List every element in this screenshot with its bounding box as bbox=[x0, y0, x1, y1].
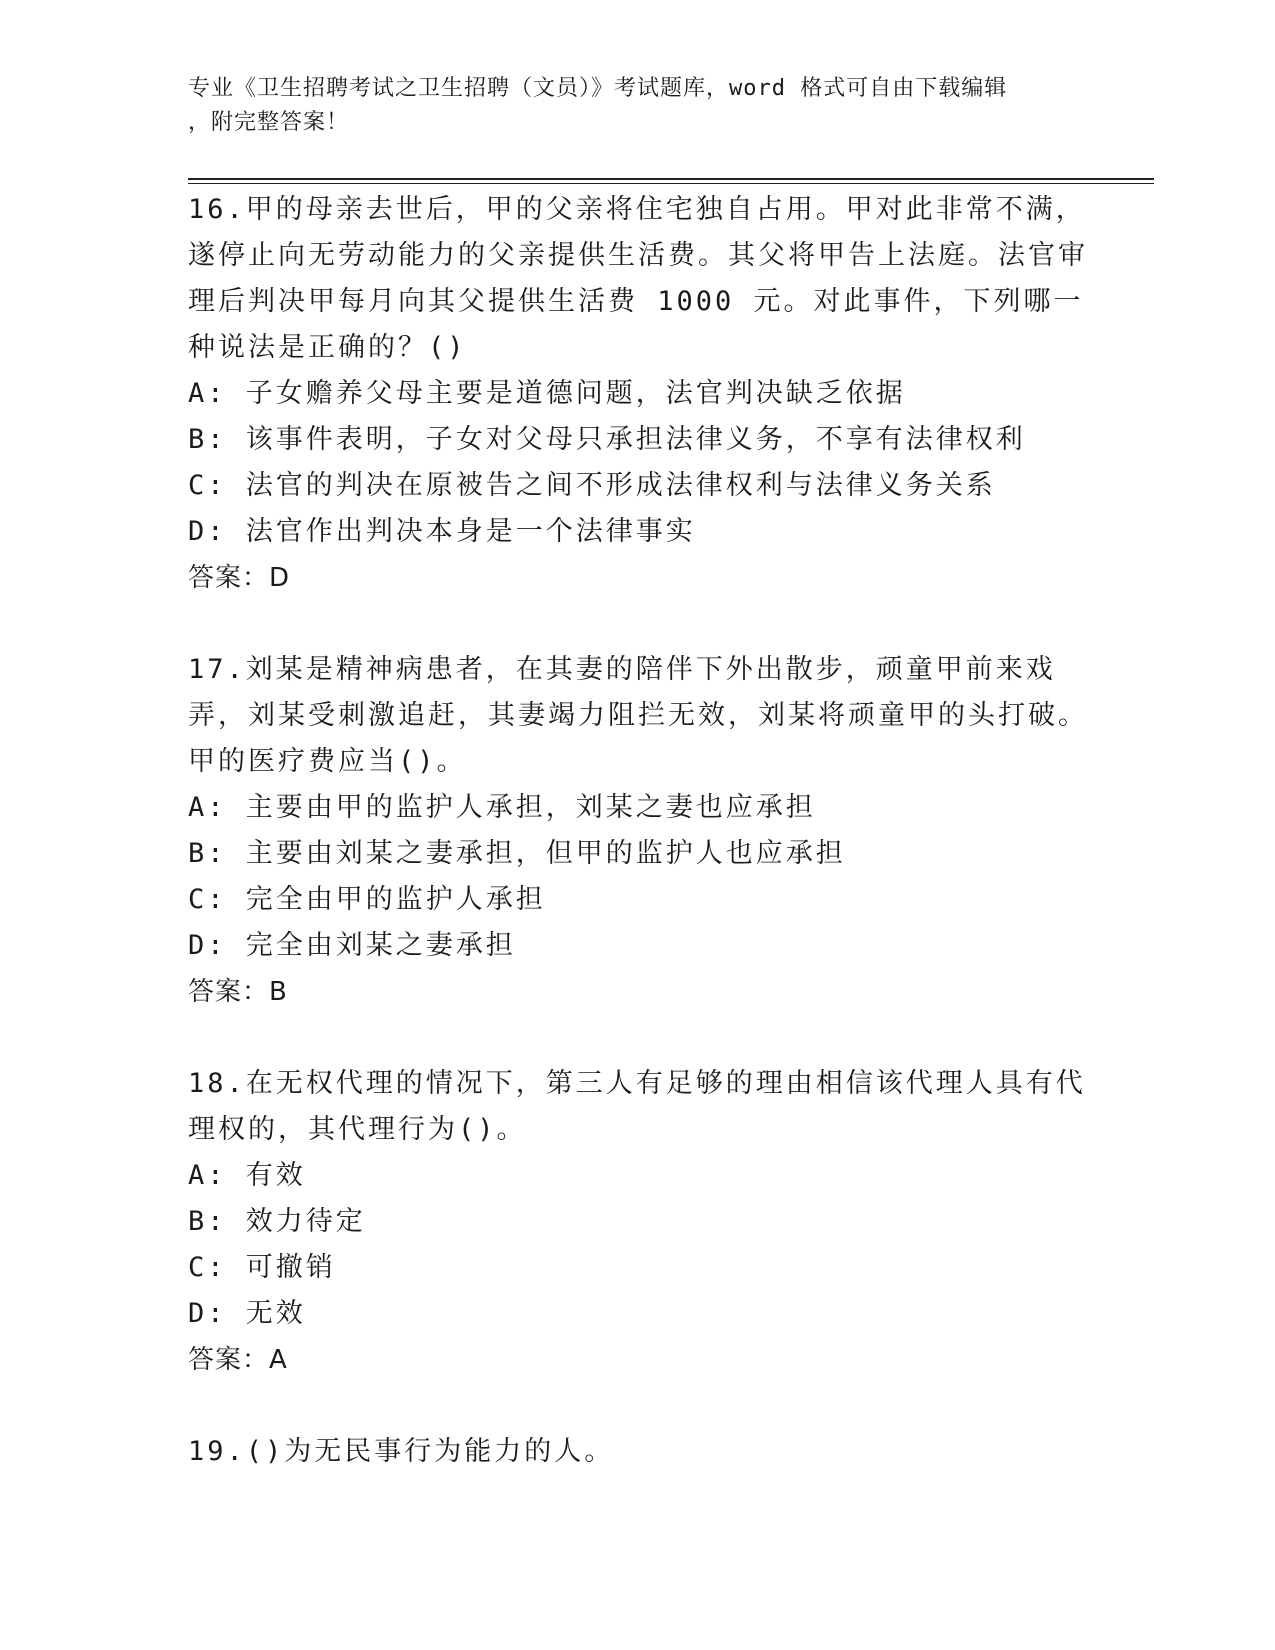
document-header bbox=[188, 72, 1088, 140]
question-stem: 16.甲的母亲去世后，甲的父亲将住宅独自占用。甲对此非常不满，遂停止向无劳动能力的父亲提供生活费。其父将甲告上法庭。法官审理后判决甲每月向其父提供生活费 1000 元。对此事件，下列哪一种说法是正确的？() bbox=[188, 194, 1088, 363]
question-stem: 19.()为无民事行为能力的人。 bbox=[188, 1436, 615, 1467]
option-b: B: 该事件表明，子女对父母只承担法律义务，不享有法律权利 bbox=[188, 424, 1026, 455]
option-a: A: 有效 bbox=[188, 1160, 306, 1191]
option-b: B: 主要由刘某之妻承担，但甲的监护人也应承担 bbox=[188, 838, 846, 869]
option-a: A: 子女赡养父母主要是道德问题，法官判决缺乏依据 bbox=[188, 378, 906, 409]
header-line-2: ，附完整答案！ bbox=[188, 110, 350, 135]
question-19 bbox=[188, 1429, 1088, 1475]
option-c: C: 法官的判决在原被告之间不形成法律权利与法律义务关系 bbox=[188, 470, 996, 501]
question-stem: 18.在无权代理的情况下，第三人有足够的理由相信该代理人具有代理权的，其代理行为()。 bbox=[188, 1068, 1086, 1145]
option-d: D: 完全由刘某之妻承担 bbox=[188, 930, 516, 961]
option-a: A: 主要由甲的监护人承担，刘某之妻也应承担 bbox=[188, 792, 816, 823]
option-b: B: 效力待定 bbox=[188, 1206, 366, 1237]
answer-label: 答案：B bbox=[188, 977, 288, 1007]
question-stem: 17.刘某是精神病患者，在其妻的陪伴下外出散步，顽童甲前来戏弄，刘某受刺激追赶，其妻竭力阻拦无效，刘某将顽童甲的头打破。甲的医疗费应当()。 bbox=[188, 654, 1088, 777]
question-17 bbox=[188, 647, 1088, 1015]
option-d: D: 无效 bbox=[188, 1298, 306, 1329]
option-c: C: 可撤销 bbox=[188, 1252, 336, 1283]
header-line-1: 专业《卫生招聘考试之卫生招聘（文员）》考试题库，word 格式可自由下载编辑 bbox=[188, 76, 1008, 101]
answer-label: 答案：A bbox=[188, 1345, 288, 1375]
option-c: C: 完全由甲的监护人承担 bbox=[188, 884, 546, 915]
question-18 bbox=[188, 1061, 1088, 1383]
option-d: D: 法官作出判决本身是一个法律事实 bbox=[188, 516, 696, 547]
question-list bbox=[188, 187, 1088, 1521]
header-divider-thin bbox=[188, 183, 1154, 184]
question-16 bbox=[188, 187, 1088, 601]
header-divider-thick bbox=[188, 178, 1154, 180]
answer-label: 答案：D bbox=[188, 563, 291, 593]
